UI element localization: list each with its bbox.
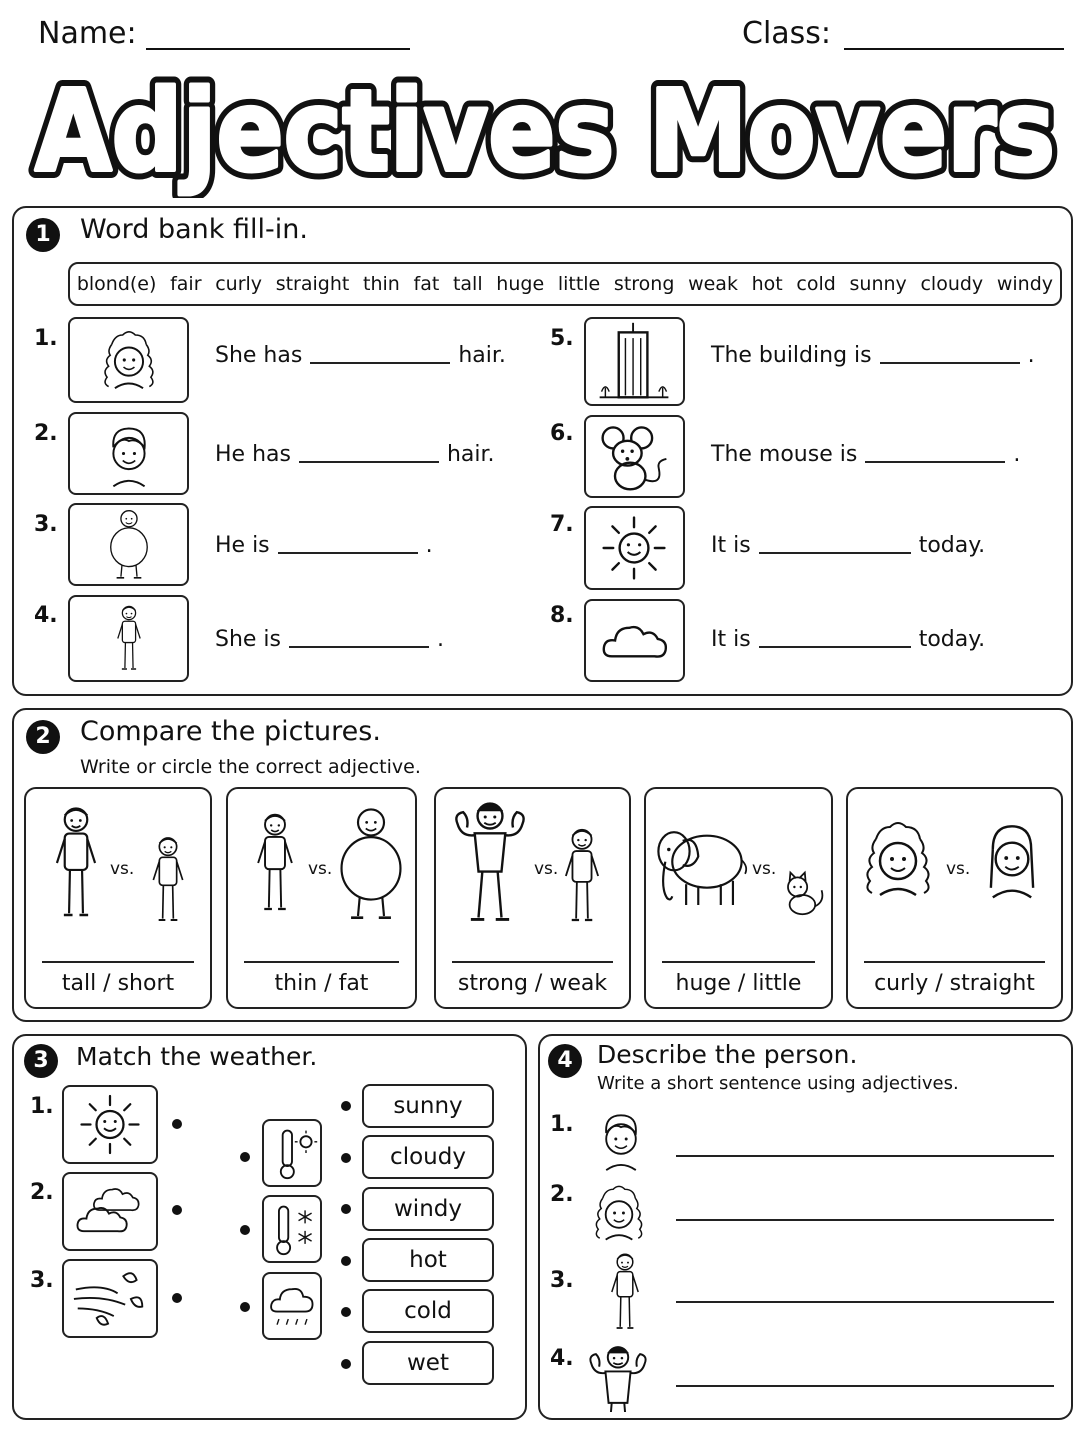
answer-line[interactable] <box>662 961 815 963</box>
answer-line[interactable] <box>676 1385 1054 1387</box>
item-number: 1. <box>550 1112 574 1137</box>
weather-word-cold[interactable]: cold <box>362 1289 494 1333</box>
rain-cloud-icon <box>262 1272 322 1340</box>
section2-title: Compare the pictures. <box>80 716 381 747</box>
item-sentence: The mouse is . <box>711 442 1021 467</box>
item-number: 4. <box>34 603 58 628</box>
section4-subtitle: Write a short sentence using adjectives. <box>597 1073 959 1094</box>
short-hair-boy-icon <box>68 412 189 495</box>
item-sentence: He has hair. <box>215 442 495 467</box>
name-label: Name: <box>38 16 137 51</box>
answer-line[interactable] <box>676 1219 1054 1221</box>
match-dot[interactable] <box>341 1256 351 1266</box>
item-number: 1. <box>30 1094 54 1119</box>
word-bank-word: curly <box>215 273 263 295</box>
strong-boy-icon <box>578 1340 658 1412</box>
word-bank-word: windy <box>996 273 1054 295</box>
weather-word-hot[interactable]: hot <box>362 1238 494 1282</box>
answer-blank[interactable] <box>759 645 911 648</box>
section4-title: Describe the person. <box>597 1040 858 1069</box>
word-bank-word: fat <box>413 273 440 295</box>
item-number: 4. <box>550 1346 574 1371</box>
page-title-inner: Adjectives Movers <box>35 67 1055 197</box>
weather-word-cloudy[interactable]: cloudy <box>362 1135 494 1179</box>
section4-number: 4 <box>548 1044 582 1078</box>
word-bank-word: fair <box>170 273 202 295</box>
vs-label: vs. <box>110 859 135 879</box>
curly-hair-girl-icon <box>68 317 189 403</box>
compare-choices[interactable]: thin / fat <box>274 971 369 996</box>
word-bank-word: cold <box>796 273 836 295</box>
answer-blank[interactable] <box>865 460 1005 463</box>
item-number: 2. <box>34 421 58 446</box>
item-number: 2. <box>550 1182 574 1207</box>
class-line[interactable] <box>844 48 1064 50</box>
match-dot[interactable] <box>172 1293 182 1303</box>
vs-label: vs. <box>534 859 559 879</box>
match-dot[interactable] <box>341 1359 351 1369</box>
elephant-vs-cat-icon <box>646 789 835 959</box>
compare-choices[interactable]: tall / short <box>61 971 175 996</box>
item-number: 3. <box>30 1268 54 1293</box>
section3-title: Match the weather. <box>76 1042 318 1071</box>
match-dot[interactable] <box>240 1302 250 1312</box>
weather-word-wet[interactable]: wet <box>362 1341 494 1385</box>
vs-label: vs. <box>752 859 777 879</box>
item-number: 5. <box>550 326 574 351</box>
section2-number: 2 <box>26 720 60 754</box>
compare-card <box>644 787 833 1009</box>
answer-blank[interactable] <box>299 460 439 463</box>
vs-label: vs. <box>308 859 333 879</box>
fat-boy-icon <box>68 503 189 586</box>
section1-number: 1 <box>26 218 60 252</box>
clouds-icon <box>62 1172 158 1251</box>
cloud-icon <box>584 599 685 682</box>
answer-line[interactable] <box>244 961 399 963</box>
wind-leaves-icon <box>62 1259 158 1338</box>
match-dot[interactable] <box>341 1307 351 1317</box>
boy-portrait-icon <box>584 1102 658 1176</box>
page-title-graphic <box>20 58 1070 198</box>
word-bank-word: strong <box>613 273 675 295</box>
item-sentence: The building is . <box>711 343 1035 368</box>
word-bank-word: sunny <box>849 273 907 295</box>
item-sentence: She has hair. <box>215 343 506 368</box>
answer-line[interactable] <box>676 1155 1054 1157</box>
skyscraper-icon <box>584 317 685 406</box>
word-bank-word: blond(e) <box>76 273 157 295</box>
item-number: 7. <box>550 512 574 537</box>
compare-choices[interactable]: huge / little <box>675 971 802 996</box>
match-dot[interactable] <box>172 1119 182 1129</box>
compare-choices[interactable]: strong / weak <box>457 971 608 996</box>
item-sentence: It is today. <box>711 627 986 652</box>
item-number: 6. <box>550 421 574 446</box>
name-line[interactable] <box>146 48 410 50</box>
section1-title: Word bank fill-in. <box>80 214 308 245</box>
word-bank <box>68 262 1062 306</box>
item-number: 3. <box>34 512 58 537</box>
answer-line[interactable] <box>676 1301 1054 1303</box>
section2-subtitle: Write or circle the correct adjective. <box>80 756 421 778</box>
thermometer-sun-icon <box>262 1119 322 1187</box>
word-bank-word: thin <box>363 273 400 295</box>
item-sentence: It is today. <box>711 533 986 558</box>
thin-girl-icon <box>68 595 189 682</box>
sun-icon <box>62 1085 158 1164</box>
word-bank-word: weak <box>688 273 738 295</box>
answer-blank[interactable] <box>310 361 450 364</box>
compare-card <box>434 787 631 1009</box>
match-dot[interactable] <box>172 1205 182 1215</box>
compare-card <box>24 787 212 1009</box>
page-title: Adjectives Movers <box>35 67 1055 197</box>
match-dot[interactable] <box>341 1153 351 1163</box>
answer-line[interactable] <box>42 961 194 963</box>
compare-card <box>226 787 417 1009</box>
thermometer-snow-icon <box>262 1195 322 1263</box>
word-bank-word: cloudy <box>920 273 984 295</box>
item-number: 8. <box>550 603 574 628</box>
item-sentence: She is . <box>215 627 445 652</box>
answer-blank[interactable] <box>278 551 418 554</box>
mouse-icon <box>584 415 685 498</box>
weather-word-windy[interactable]: windy <box>362 1187 494 1231</box>
item-number: 1. <box>34 326 58 351</box>
weather-word-sunny[interactable]: sunny <box>362 1084 494 1128</box>
sun-icon <box>584 506 685 590</box>
word-bank-word: hot <box>751 273 783 295</box>
item-sentence: He is . <box>215 533 433 558</box>
word-bank-word: straight <box>275 273 350 295</box>
answer-blank[interactable] <box>759 551 911 554</box>
answer-line[interactable] <box>452 961 613 963</box>
match-dot[interactable] <box>240 1152 250 1162</box>
answer-blank[interactable] <box>880 361 1020 364</box>
section3-number: 3 <box>24 1044 58 1078</box>
item-number: 3. <box>550 1268 574 1293</box>
match-dot[interactable] <box>341 1101 351 1111</box>
class-label: Class: <box>742 16 832 51</box>
item-number: 2. <box>30 1180 54 1205</box>
word-bank-word: little <box>557 273 601 295</box>
word-bank-word: huge <box>496 273 545 295</box>
answer-line[interactable] <box>864 961 1045 963</box>
answer-blank[interactable] <box>289 645 429 648</box>
compare-card <box>846 787 1063 1009</box>
curly-girl-portrait-icon <box>582 1176 656 1250</box>
vs-label: vs. <box>946 859 971 879</box>
word-bank-word: tall <box>452 273 483 295</box>
match-dot[interactable] <box>341 1204 351 1214</box>
compare-choices[interactable]: curly / straight <box>874 971 1035 996</box>
thin-girl-icon <box>607 1248 643 1336</box>
match-dot[interactable] <box>240 1225 250 1235</box>
